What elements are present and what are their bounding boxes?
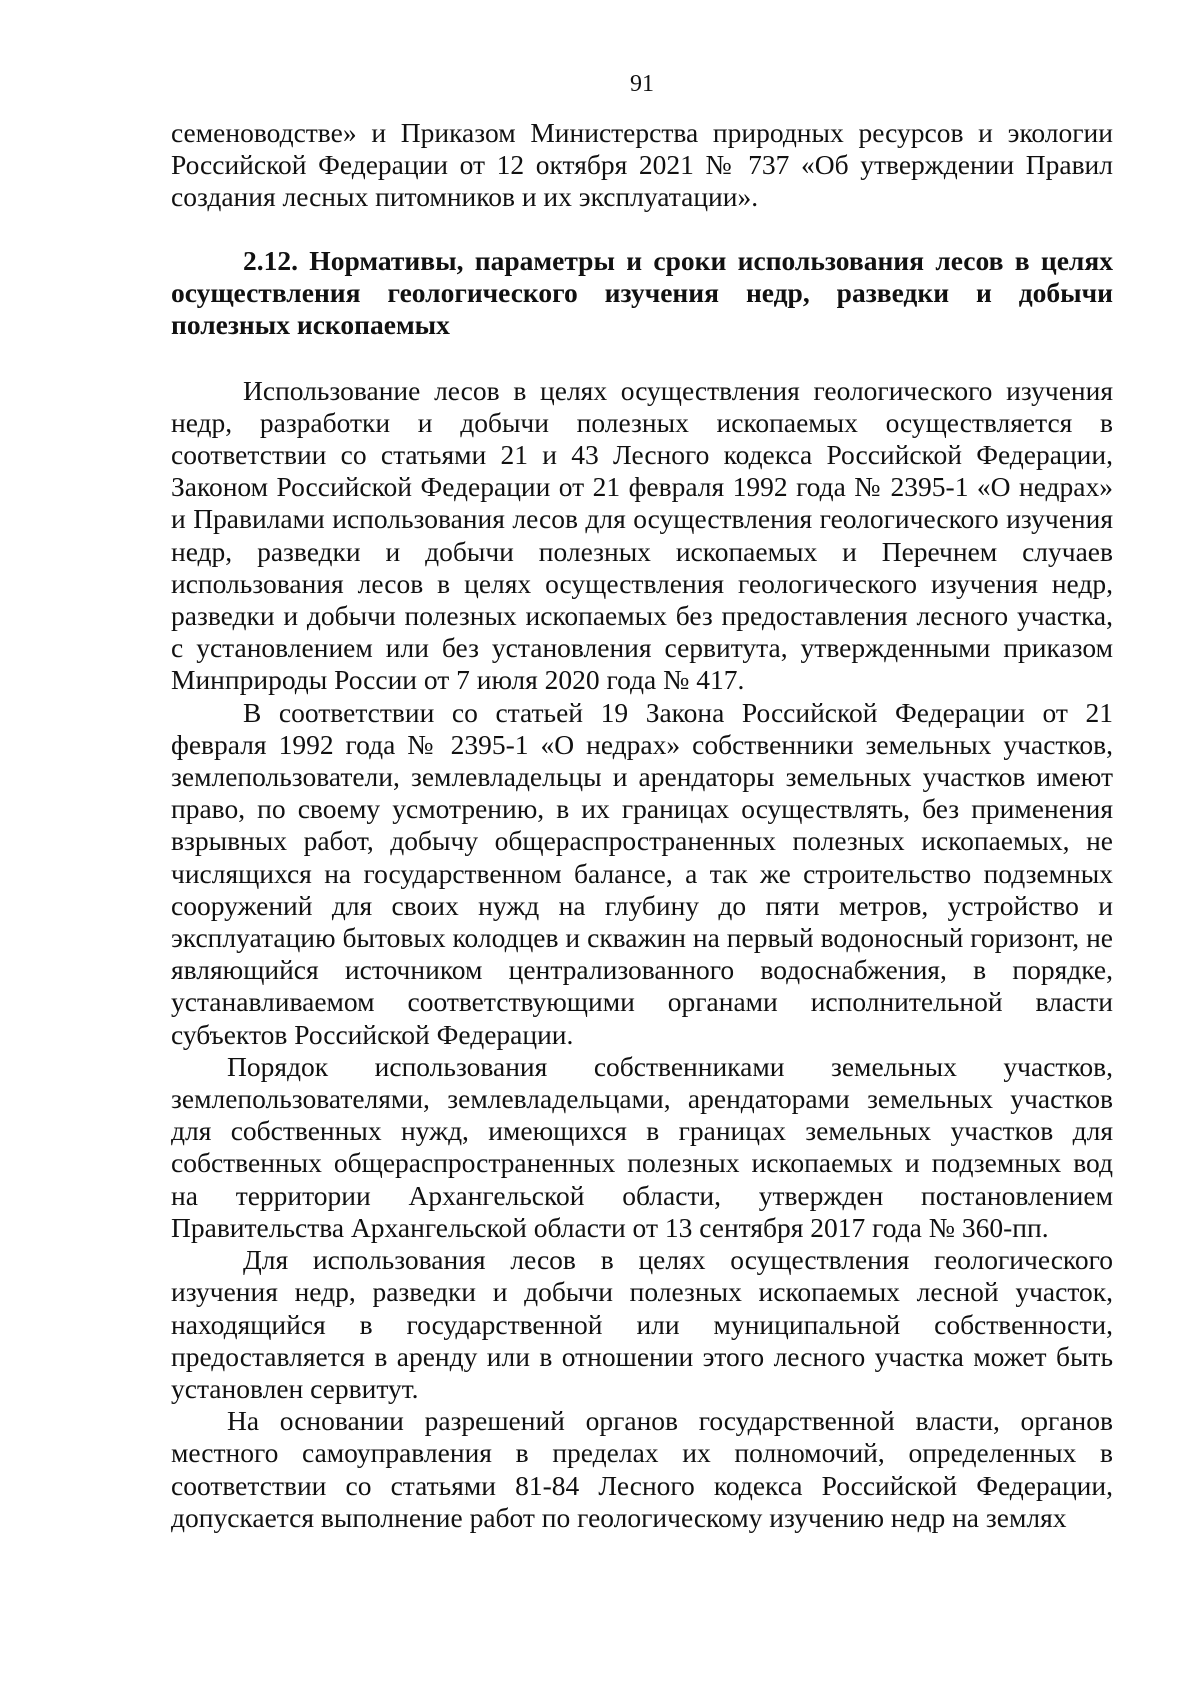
page-number: 91 <box>630 71 654 97</box>
paragraph-article-19: В соответствии со статьей 19 Закона Российской Федерации от 21 февраля 1992 года № 2395-1 «О недрах» собственники земельных участков, землепользователи, землевладельцы и арендаторы земельных участков имеют право, по своему усмотрению, в их границах осуществлять, без применения взрывных работ, добычу общераспространенных полезных ископаемых, не числящихся на государственном балансе, а так же строительство подземных сооружений для своих нужд на глубину до пяти метров, устройство и эксплуатацию бытовых колодцев и скважин на первый водоносный горизонт, не являющийся источником централизованного водоснабжения, в порядке, устанавливаемом соответствующими органами исполнительной власти субъектов Российской Федерации. <box>171 696 1113 1050</box>
paragraph-forest-use-basis: Использование лесов в целях осуществления геологического изучения недр, разработки и добычи полезных ископаемых осуществляется в соответствии со статьями 21 и 43 Лесного кодекса Российской Федерации, Законом Российской Федерации от 21 февраля 1992 года № 2395-1 «О недрах» и Правилами использования лесов для осуществления геологического изучения недр, разведки и добычи полезных ископаемых и Перечнем случаев использования лесов в целях осуществления геологического изучения недр, разведки и добычи полезных ископаемых без предоставления лесного участка, с установлением или без установления сервитута, утвержденными приказом Минприроды России от 7 июля 2020 года № 417. <box>171 374 1113 696</box>
paragraph-permits: На основании разрешений органов государственной власти, органов местного самоуправления в пределах их полномочий, определенных в соответствии со статьями 81-84 Лесного кодекса Российской Федерации, допускается выполнение работ по геологическому изучению недр на землях <box>171 1405 1113 1533</box>
section-heading: 2.12. Нормативы, параметры и сроки использования лесов в целях осуществления геологического изучения недр, разведки и добычи полезных ископаемых <box>171 244 1113 340</box>
paragraph-procedure: Порядок использования собственниками земельных участков, землепользователями, землевладельцами, арендаторами земельных участков для собственных нужд, имеющихся в границах земельных участков для собственных общераспространенных полезных ископаемых и подземных вод на территории Архангельской области, утвержден постановлением Правительства Архангельской области от 13 сентября 2017 года № 360-пп. <box>171 1050 1113 1243</box>
page-content <box>171 117 1113 1534</box>
intro-paragraph: семеноводстве» и Приказом Министерства природных ресурсов и экологии Российской Федерации от 12 октября 2021 № 737 «Об утверждении Правил создания лесных питомников и их эксплуатации». <box>171 117 1113 213</box>
paragraph-lease-servitude: Для использования лесов в целях осуществления геологического изучения недр, разведки и добычи полезных ископаемых лесной участок, находящийся в государственной или муниципальной собственности, предоставляется в аренду или в отношении этого лесного участка может быть установлен сервитут. <box>171 1244 1113 1404</box>
